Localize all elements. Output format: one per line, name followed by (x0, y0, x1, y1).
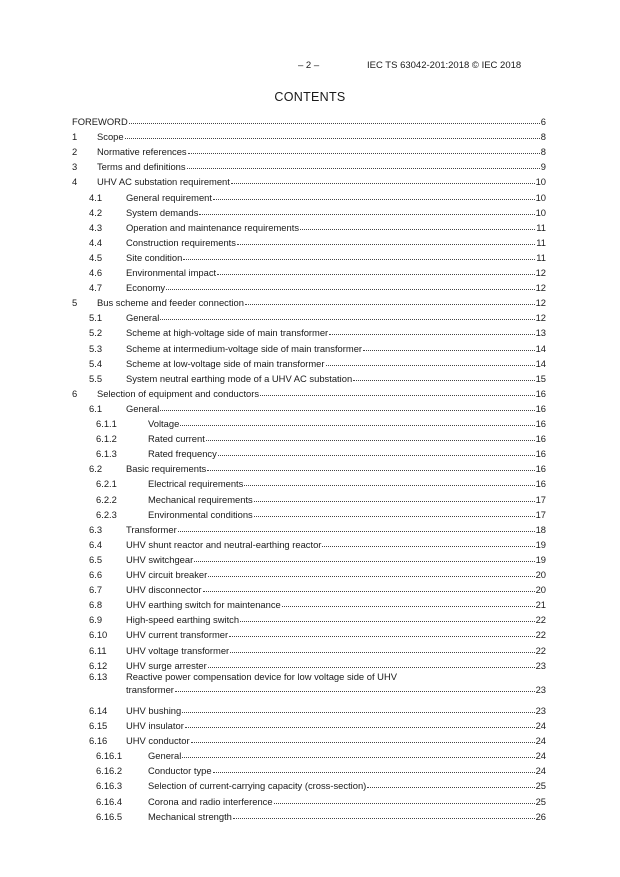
toc-entry-number: 4.6 (89, 267, 103, 278)
toc-entry-number: 4.3 (89, 221, 103, 233)
toc-entry-page: 22 (535, 614, 546, 626)
leader-dots (217, 273, 534, 275)
toc-entry-page: 16 (535, 402, 546, 414)
toc-entry-title: UHV voltage transformer (126, 644, 230, 656)
toc-entry-title: Scope (97, 131, 124, 143)
toc-entry-number: 6.16.2 (96, 765, 123, 777)
toc-entry[interactable] (72, 142, 546, 157)
toc-entry-page: 14 (535, 357, 546, 369)
toc-entry-title: Economy (126, 282, 166, 294)
toc-entry-page: 19 (535, 538, 546, 550)
toc-entry[interactable] (72, 278, 546, 293)
toc-entry[interactable] (72, 188, 546, 203)
toc-entry-page: 10 (535, 191, 546, 203)
toc-entry-title: UHV earthing switch for maintenance (126, 599, 281, 611)
toc-entry-number: 6.2.1 (96, 478, 117, 490)
toc-entry-page: 13 (535, 327, 546, 339)
toc-entry-title: UHV bushing (126, 704, 182, 716)
toc-entry-page: 16 (535, 463, 546, 475)
toc-entry-page: 16 (535, 387, 546, 399)
toc-entry[interactable] (72, 701, 546, 716)
leader-dots (245, 303, 535, 305)
toc-entry-title: Scheme at low-voltage side of main transformer (126, 357, 325, 369)
leader-dots (326, 364, 535, 366)
toc-entry-number: 6.3 (89, 523, 103, 535)
toc-entry-page: 12 (535, 282, 546, 294)
toc-entry-page: 20 (535, 584, 546, 596)
leader-dots (166, 288, 534, 290)
leader-dots (125, 137, 540, 139)
leader-dots (160, 318, 534, 320)
toc-entry-page: 25 (535, 795, 546, 807)
leader-dots (191, 741, 535, 743)
toc-entry[interactable] (72, 565, 546, 580)
toc-entry-number: 2 (72, 146, 78, 158)
toc-entry-page: 22 (535, 629, 546, 641)
leader-dots (300, 228, 535, 230)
toc-entry-number: 5 (72, 297, 78, 309)
toc-entry-title: Transformer (126, 523, 177, 535)
toc-entry[interactable] (72, 323, 546, 338)
toc-entry-page: 24 (535, 750, 546, 762)
toc-entry-title: Rated frequency (148, 448, 217, 460)
toc-entry-page: 24 (535, 735, 546, 747)
toc-entry-number: 4.7 (89, 282, 103, 294)
toc-entry-page: 21 (535, 599, 546, 611)
toc-entry-number: 6.16.5 (96, 810, 123, 822)
toc-entry[interactable] (72, 807, 546, 822)
toc-entry-title: UHV conductor (126, 735, 190, 747)
toc-entry-page: 12 (535, 267, 546, 278)
toc-entry-number: 6.15 (89, 720, 108, 731)
leader-dots (187, 167, 540, 169)
toc-entry-title: UHV disconnector (126, 584, 202, 596)
toc-entry-number: 5.4 (89, 357, 103, 369)
page-header (0, 60, 620, 74)
toc-entry[interactable] (72, 429, 546, 444)
leader-dots (230, 651, 534, 653)
toc-entry-number: 6.1 (89, 402, 103, 414)
toc-entry-page: 25 (535, 780, 546, 792)
leader-dots (180, 424, 534, 426)
toc-entry-page: 10 (535, 176, 546, 188)
toc-entry-title: Normative references (97, 146, 187, 158)
toc-entry-title: Electrical requirements (148, 478, 244, 490)
toc-entry-number: 6 (72, 387, 78, 399)
toc-entry-number: 6.9 (89, 614, 103, 626)
toc-entry-number: 5.5 (89, 372, 103, 384)
leader-dots (160, 409, 534, 411)
toc-entry-title: Conductor type (148, 765, 212, 777)
toc-entry-number: 6.5 (89, 553, 103, 565)
toc-entry[interactable] (72, 625, 546, 640)
toc-entry[interactable] (72, 263, 546, 278)
toc-entry-number: 6.2.2 (96, 493, 117, 505)
toc-entry[interactable] (72, 399, 546, 414)
toc-entry-page: 23 (535, 704, 546, 716)
toc-entry[interactable] (72, 595, 546, 610)
toc-entry-number: 6.4 (89, 538, 103, 550)
leader-dots (231, 182, 535, 184)
toc-entry-title: UHV surge arrester (126, 659, 207, 671)
toc-entry-page: 12 (535, 312, 546, 324)
leader-dots (367, 786, 534, 788)
leader-dots (229, 635, 534, 637)
toc-entry-title: Scheme at high-voltage side of main transformer (126, 327, 329, 339)
toc-entry[interactable] (72, 656, 546, 671)
toc-entry-number: 6.1.2 (96, 433, 117, 445)
toc-entry-page: 11 (536, 221, 546, 233)
toc-entry-title: UHV shunt reactor and neutral-earthing reactor (126, 538, 322, 550)
leader-dots (129, 122, 540, 124)
toc-entry-title: UHV circuit breaker (126, 569, 208, 580)
toc-entry[interactable] (72, 474, 546, 489)
toc-entry-number: 4.4 (89, 236, 103, 248)
toc-entry[interactable] (72, 641, 546, 656)
leader-dots (213, 198, 535, 200)
toc-entry-title: Scheme at intermedium-voltage side of main transformer (126, 342, 363, 354)
toc-entry-page: 8 (540, 131, 546, 143)
toc-entry-page: 14 (535, 342, 546, 354)
leader-dots (244, 484, 534, 486)
toc-entry-number: 6.10 (89, 629, 108, 641)
toc-entry-title: Rated current (148, 433, 205, 445)
toc-entry-title: Voltage (148, 418, 180, 429)
toc-entry[interactable] (72, 339, 546, 354)
toc-entry[interactable] (72, 444, 546, 459)
toc-entry[interactable] (72, 520, 546, 535)
toc-entry[interactable] (72, 792, 546, 807)
toc-entry-number: 6.1.1 (96, 418, 117, 429)
toc-entry-title: System demands (126, 206, 199, 218)
toc-entry-title: Mechanical strength (148, 810, 232, 822)
toc-entry-title: FOREWORD (72, 116, 128, 127)
toc-entry-number: 6.11 (89, 644, 107, 656)
toc-entry-title: General (126, 402, 160, 414)
toc-entry-title: Corona and radio interference (148, 795, 273, 807)
toc-entry-page: 24 (535, 720, 546, 731)
toc-entry-page: 15 (535, 372, 546, 384)
toc-entry[interactable] (72, 293, 546, 308)
toc-entry-title: UHV insulator (126, 720, 184, 731)
toc-entry-page: 11 (536, 236, 546, 248)
toc-entry[interactable] (72, 716, 546, 731)
toc-entry[interactable] (72, 671, 546, 699)
leader-dots (188, 152, 540, 154)
toc-entry-page: 22 (535, 644, 546, 656)
toc-entry-number: 6.2.3 (96, 508, 117, 520)
leader-dots (178, 530, 535, 532)
toc-entry-page: 11 (536, 251, 546, 263)
toc-entry[interactable] (72, 354, 546, 369)
toc-entry-title: UHV current transformer (126, 629, 229, 641)
toc-entry[interactable] (72, 248, 546, 263)
leader-dots (260, 394, 534, 396)
toc-entry-number: 4 (72, 176, 78, 188)
toc-entry-page: 16 (535, 448, 546, 460)
toc-entry-title: General (126, 312, 160, 324)
toc-entry-number: 6.16.3 (96, 780, 123, 792)
toc-entry-number: 5.1 (89, 312, 103, 324)
page-number: – 2 – (298, 60, 320, 71)
toc-entry[interactable] (72, 459, 546, 474)
toc-entry-title: Operation and maintenance requirements (126, 221, 300, 233)
page-title: CONTENTS (274, 90, 346, 104)
toc-entry-title: Environmental impact (126, 267, 217, 278)
toc-entry-number: 4.1 (89, 191, 103, 203)
leader-dots (185, 726, 535, 728)
toc-entry-number: 6.8 (89, 599, 103, 611)
toc-entry[interactable] (72, 535, 546, 550)
toc-entry-title: Bus scheme and feeder connection (97, 297, 244, 309)
toc-entry-number: 5.2 (89, 327, 103, 339)
leader-dots (199, 213, 534, 215)
toc-entry-title: Construction requirements (126, 236, 236, 248)
leader-dots (282, 605, 535, 607)
toc-entry-title: Selection of current-carrying capacity (cross-section) (148, 780, 367, 792)
toc-entry-page: 23 (535, 683, 546, 695)
toc-entry-number: 1 (72, 131, 78, 143)
toc-entry[interactable] (72, 369, 546, 384)
toc-entry[interactable] (72, 746, 546, 761)
toc-entry[interactable] (72, 384, 546, 399)
leader-dots (182, 756, 534, 758)
toc-entry[interactable] (72, 610, 546, 625)
leader-dots (322, 545, 534, 547)
toc-entry[interactable] (72, 761, 546, 776)
toc-entry[interactable] (72, 550, 546, 565)
toc-entry-number: 6.6 (89, 569, 103, 580)
toc-entry-page: 12 (535, 297, 546, 309)
leader-dots (203, 590, 535, 592)
toc-entry[interactable] (72, 731, 546, 746)
leader-dots (233, 817, 535, 819)
toc-entry-number: 6.1.3 (96, 448, 117, 460)
leader-dots (213, 771, 535, 773)
toc-entry-page: 8 (540, 146, 546, 158)
leader-dots (208, 666, 535, 668)
toc-entry[interactable] (72, 490, 546, 505)
toc-entry-page: 18 (535, 523, 546, 535)
leader-dots (194, 560, 534, 562)
toc-entry-page: 17 (535, 493, 546, 505)
toc-entry-number: 4.5 (89, 251, 103, 263)
toc-entry[interactable] (72, 218, 546, 233)
leader-dots (218, 454, 535, 456)
toc-entry-page: 10 (535, 206, 546, 218)
toc-entry-page: 16 (535, 478, 546, 490)
leader-dots (329, 333, 534, 335)
toc-entry-page: 9 (540, 161, 546, 173)
toc-entry-title: Basic requirements (126, 463, 207, 475)
toc-entry-page: 16 (535, 433, 546, 445)
leader-dots (353, 379, 534, 381)
toc-entry-number: 6.16 (89, 735, 108, 747)
toc-entry-title: UHV AC substation requirement (97, 176, 230, 188)
toc-entry-page: 19 (535, 553, 546, 565)
toc-entry-number: 5.3 (89, 342, 103, 354)
toc-entry-number: 6.16.1 (96, 750, 123, 762)
toc-entry-number: 6.14 (89, 704, 108, 716)
toc-entry[interactable] (72, 233, 546, 248)
toc-entry-title: UHV switchgear (126, 553, 194, 565)
toc-entry-title: High-speed earthing switch (126, 614, 240, 626)
toc-entry[interactable] (72, 172, 546, 187)
leader-dots (240, 620, 534, 622)
leader-dots (175, 690, 535, 692)
toc-entry-number: 4.2 (89, 206, 103, 218)
toc-entry-page: 26 (535, 810, 546, 822)
toc-entry[interactable] (72, 203, 546, 218)
toc-entry-number: 6.12 (89, 659, 108, 671)
leader-dots (254, 515, 535, 517)
toc-entry-number: 6.7 (89, 584, 103, 596)
toc-entry-number: 6.16.4 (96, 795, 123, 807)
leader-dots (183, 258, 535, 260)
toc-entry-number: 3 (72, 161, 78, 173)
toc-entry-title: Site condition (126, 251, 183, 263)
toc-entry[interactable] (72, 414, 546, 429)
toc-entry-title: Mechanical requirements (148, 493, 253, 505)
leader-dots (206, 439, 535, 441)
toc-entry[interactable] (72, 505, 546, 520)
leader-dots (182, 711, 534, 713)
leader-dots (274, 802, 535, 804)
toc-entry-number: 6.2 (89, 463, 103, 475)
leader-dots (363, 349, 535, 351)
toc-entry-page: 17 (535, 508, 546, 520)
toc-entry-page: 23 (535, 659, 546, 671)
toc-entry-title: Terms and definitions (97, 161, 186, 173)
toc-entry-title: Reactive power compensation device for low voltage side of UHV (126, 670, 397, 682)
toc-entry-page: 24 (535, 765, 546, 777)
toc-entry-title: Selection of equipment and conductors (97, 387, 260, 399)
leader-dots (254, 500, 535, 502)
toc-entry[interactable] (72, 112, 546, 127)
leader-dots (208, 575, 534, 577)
toc-entry-number: 6.13 (89, 670, 108, 682)
toc-entry-title: Environmental conditions (148, 508, 253, 520)
toc-entry-title-continued: transformer (126, 683, 174, 695)
toc-entry[interactable] (72, 580, 546, 595)
toc-entry-page: 16 (535, 418, 546, 429)
toc-entry-page: 6 (540, 116, 546, 127)
document-reference: IEC TS 63042-201:2018 © IEC 2018 (367, 60, 522, 71)
toc-entry-title: General requirement (126, 191, 212, 203)
toc-entry-title: System neutral earthing mode of a UHV AC substation (126, 372, 353, 384)
toc-entry[interactable] (72, 308, 546, 323)
toc-entry-page: 20 (535, 569, 546, 580)
leader-dots (237, 243, 535, 245)
leader-dots (207, 469, 534, 471)
toc-entry[interactable] (72, 157, 546, 172)
toc-entry[interactable] (72, 776, 546, 791)
toc-entry[interactable] (72, 127, 546, 142)
toc-entry-title: General (148, 750, 182, 762)
